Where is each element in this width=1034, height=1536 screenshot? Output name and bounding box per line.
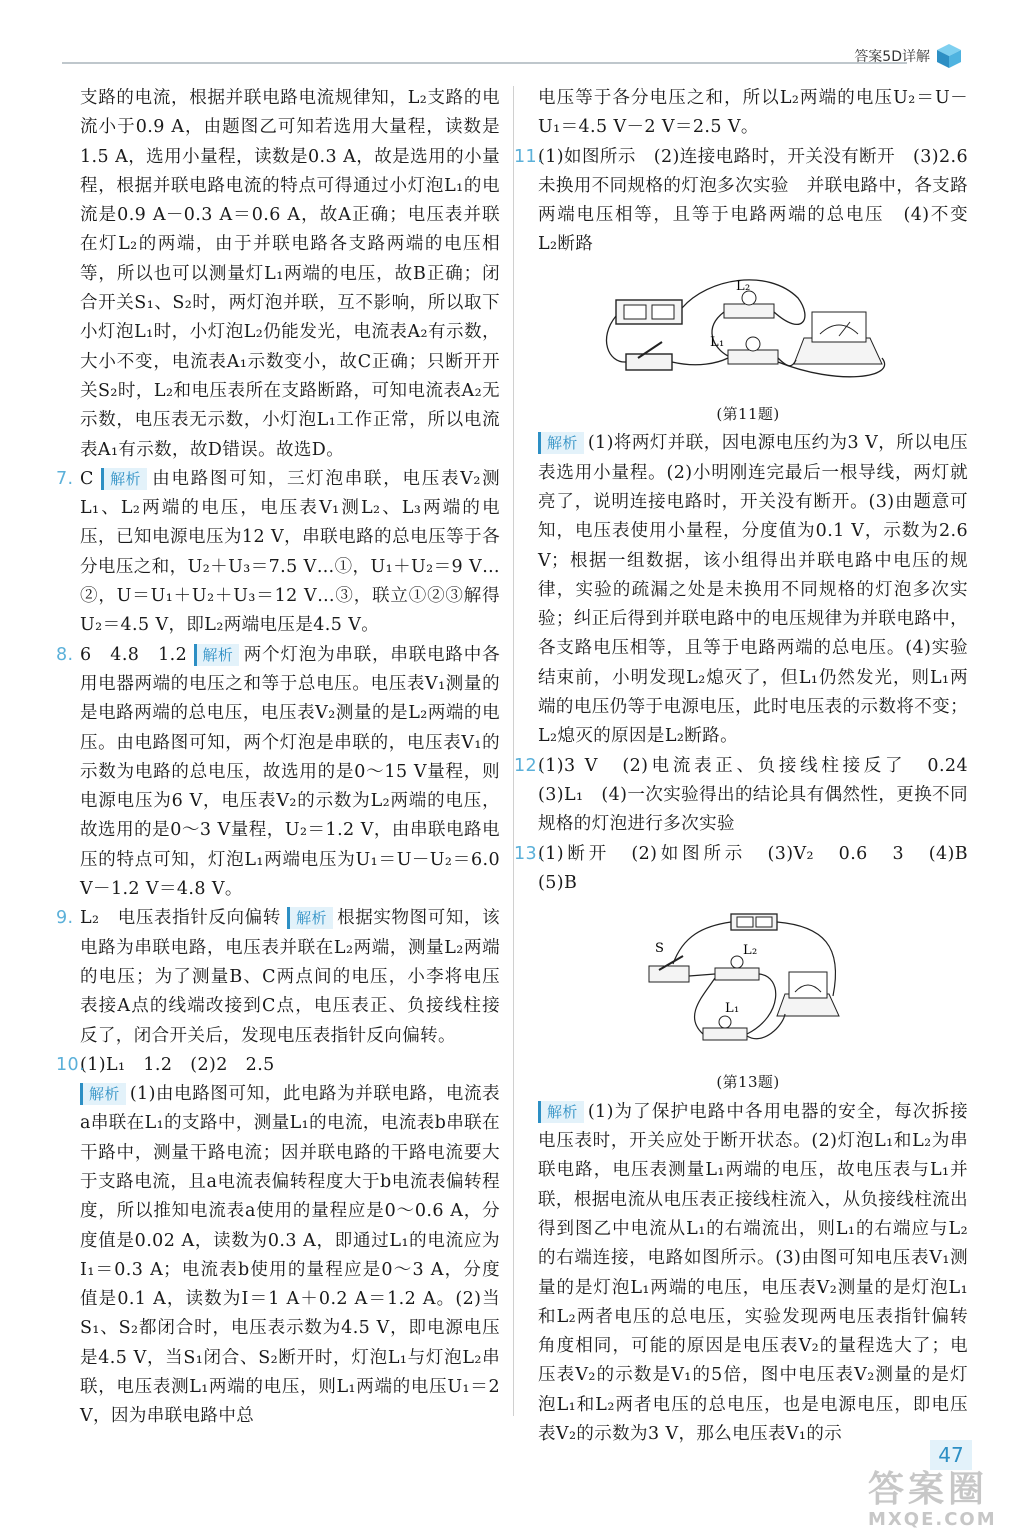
circuit-diagram-11: [598, 268, 898, 388]
answer-text: (1)断开 (2)如图所示 (3)V₂ 0.6 3 (4)B (5)B: [538, 843, 986, 893]
question-9: [56, 904, 500, 1050]
watermark-top: 答案圈: [868, 1469, 989, 1510]
answer-text: (1)3 V (2)电流表正、负接线柱接反了 0.24 (3)L₁ (4)一次实验得出的结论具有偶然性，更换不同规格的灯泡进行多次实验: [538, 755, 986, 835]
question-10: [56, 1051, 500, 1432]
figure-caption: (第13题): [716, 1073, 780, 1092]
right-column: [514, 84, 986, 1449]
analysis-tag: 解析: [287, 907, 333, 929]
answer-text: C: [80, 468, 94, 489]
answer-text: L₂ 电压表指针反向偏转: [80, 908, 281, 929]
analysis-text: (1)由电路图可知，此电路为并联电路，电流表a串联在L₁的支路中，测量L₁的电流，电流表b串联在干路中，测量干路电流；因并联电路的干路电流要大于支路电流，且a电流表偏转程度大于b电流表偏转程度，所以推知电流表a使用的量程应是0～0.6 A，分度值是0.02 A，读数为0.3 A，即通过L₁的电流应为I₁＝0.3 A；电流表b使用的量程应是0～3 A，分度值是0.1 A，读数为I＝1 A＋0.2 A＝1.2 A。(2)当S₁、S₂都闭合时，电压表示数为4.5 V，即电源电压是4.5 V，当S₁闭合、S₂断开时，灯泡L₁与灯泡L₂串联，电压表测L₁两端的电压，则L₁两端的电压U₁＝2 V，因为串联电路中总: [80, 1084, 500, 1427]
paragraph-text: 电压等于各分电压之和，所以L₂两端的电压U₂＝U－U₁＝4.5 V－2 V＝2.5 V。: [538, 88, 968, 138]
question-number: 8.: [56, 644, 74, 665]
label-l1: L₁: [710, 334, 725, 350]
analysis-11: [528, 429, 968, 751]
cube-logo-icon: [934, 42, 964, 70]
answer-text: 6 4.8 1.2: [80, 644, 188, 665]
analysis-tag: 解析: [538, 1101, 584, 1123]
label-l2: L₂: [736, 278, 751, 294]
analysis-tag: 解析: [194, 644, 240, 666]
analysis-tag: 解析: [101, 468, 147, 490]
question-8: [56, 641, 500, 905]
question-7: [56, 465, 500, 641]
analysis-text: (1)为了保护电路中各用电器的安全，每次拆接电压表时，开关应处于断开状态。(2)灯泡L₁和L₂为串联电路，电压表测量L₁两端的电压，故电压表与L₁并联，根据电流从电压表正接线柱流入，从负接线柱流出得到图乙中电流从L₁的右端流出，则L₁的右端应与L₂的右端连接，电路如图所示。(3)由图可知电压表V₁测量的是灯泡L₁两端的电压，电压表V₂测量的是灯泡L₁和L₂两者电压的总电压，实验发现两电压表指针偏转角度相同，可能的原因是电压表V₂的量程选大了；电压表V₂的示数是V₁的5倍，图中电压表V₂测量的是灯泡L₁和L₂两者电压的总电压，也是电源电压，即电压表V₂的示数为3 V，那么电压表V₁的示: [538, 1101, 968, 1444]
continued-paragraph: [70, 84, 500, 465]
page-number: 47: [930, 1440, 972, 1470]
question-number: 7.: [56, 468, 74, 489]
circuit-diagram-13: [643, 906, 853, 1056]
watermark: [868, 1470, 1024, 1532]
label-s: S: [655, 941, 665, 957]
answer-text: (1)如图所示 (2)连接电路时，开关没有断开 (3)2.6 未换用不同规格的灯泡多次实验 并联电路中，各支路两端电压相等，且等于电路两端的总电压 (4)不变 L₂断路: [538, 146, 986, 255]
analysis-tag: 解析: [80, 1083, 126, 1105]
continued-paragraph: [528, 84, 968, 143]
answer-text: (1)L₁ 1.2 (2)2 2.5: [80, 1054, 275, 1075]
analysis-text: 根据实物图可知，该电路为串联电路，电压表并联在L₂两端，测量L₂两端的电压；为了测量B、C两点间的电压，小李将电压表接A点的线端改接到C点，电压表正、负接线柱接反了，闭合开关后，发现电压表指针反向偏转。: [80, 908, 500, 1046]
question-11: [514, 143, 986, 260]
question-number: 11.: [514, 146, 544, 167]
figure-13: [643, 906, 853, 1098]
analysis-tag: 解析: [538, 432, 584, 454]
analysis-13: [528, 1098, 968, 1450]
header-title: 答案5D详解: [854, 49, 930, 65]
question-13: [514, 840, 986, 899]
analysis-text: 由电路图可知，三灯泡串联，电压表V₂测L₁、L₂两端的电压，电压表V₁测L₂、L₃两端的电压，已知电源电压为12 V，串联电路的总电压等于各分电压之和，U₂＋U₃＝7.5 V…①，U₁＋U₂＝9 V…②，U＝U₁＋U₂＋U₃＝12 V…③，联立①②③解得U₂＝4.5 V，即L₂两端电压是4.5 V。: [80, 468, 500, 636]
header-rule: [62, 62, 907, 64]
label-l2: L₂: [743, 943, 758, 959]
question-number: 12.: [514, 755, 544, 776]
left-column: [56, 84, 500, 1432]
figure-caption: (第11题): [716, 405, 780, 424]
analysis-text: (1)将两灯并联，因电源电压约为3 V，所以电压表选用小量程。(2)小明刚连完最后一根导线，两灯就亮了，说明连接电路时，开关没有断开。(3)由题意可知，电压表使用小量程，分度值为0.1 V，示数为2.6 V；根据一组数据，该小组得出并联电路中电压的规律，实验的疏漏之处是未换用不同规格的灯泡多次实验；纠正后得到并联电路中的电压规律为并联电路中，各支路电压相等，且等于电路两端的总电压。(4)实验结束前，小明发现L₂熄灭了，但L₁仍然发光，则L₁两端的电压仍等于电源电压，此时电压表的示数将不变；L₂熄灭的原因是L₂断路。: [538, 433, 968, 747]
question-12: [514, 752, 986, 840]
question-number: 10.: [56, 1054, 86, 1075]
paragraph-text: 支路的电流，根据并联电路电流规律知，L₂支路的电流小于0.9 A，由题图乙可知若选用大量程，读数是1.5 A，选用小量程，读数是0.3 A，故是选用的小量程，根据并联电路电流的特点可得通过小灯泡L₁的电流是0.9 A－0.3 A＝0.6 A，故A正确；电压表并联在灯L₂的两端，由于并联电路各支路两端的电压相等，所以也可以测量灯L₁两端的电压，故B正确；闭合开关S₁、S₂时，两灯泡并联，互不影响，所以取下小灯泡L₁时，小灯泡L₂仍能发光，电流表A₂有示数，大小不变，电流表A₁示数变小，故C正确；只断开开关S₂时，L₂和电压表所在支路断路，可知电流表A₂无示数，电压表无示数，小灯泡L₁工作正常，所以电流表A₁有示数，故D错误。故选D。: [80, 88, 500, 460]
figure-11: [598, 268, 898, 430]
question-number: 13.: [514, 843, 544, 864]
label-l1: L₁: [725, 1001, 740, 1017]
page-header: [62, 40, 972, 76]
analysis-text: 两个灯泡为串联，串联电路中各用电器两端的电压之和等于总电压。电压表V₁测量的是电路两端的总电压，电压表V₂测量的是L₂两端的电压。由电路图可知，两个灯泡是串联的，电压表V₁的示数为电路的总电压，故选用的是0～15 V量程，则电源电压为6 V，电压表V₂的示数为L₂两端的电压，故选用的是0～3 V量程，U₂＝1.2 V，由串联电路电压的特点可知，灯泡L₁两端电压为U₁＝U－U₂＝6.0 V－1.2 V＝4.8 V。: [80, 644, 500, 900]
question-number: 9.: [56, 908, 74, 929]
watermark-bottom: MXQE.COM: [868, 1509, 997, 1530]
